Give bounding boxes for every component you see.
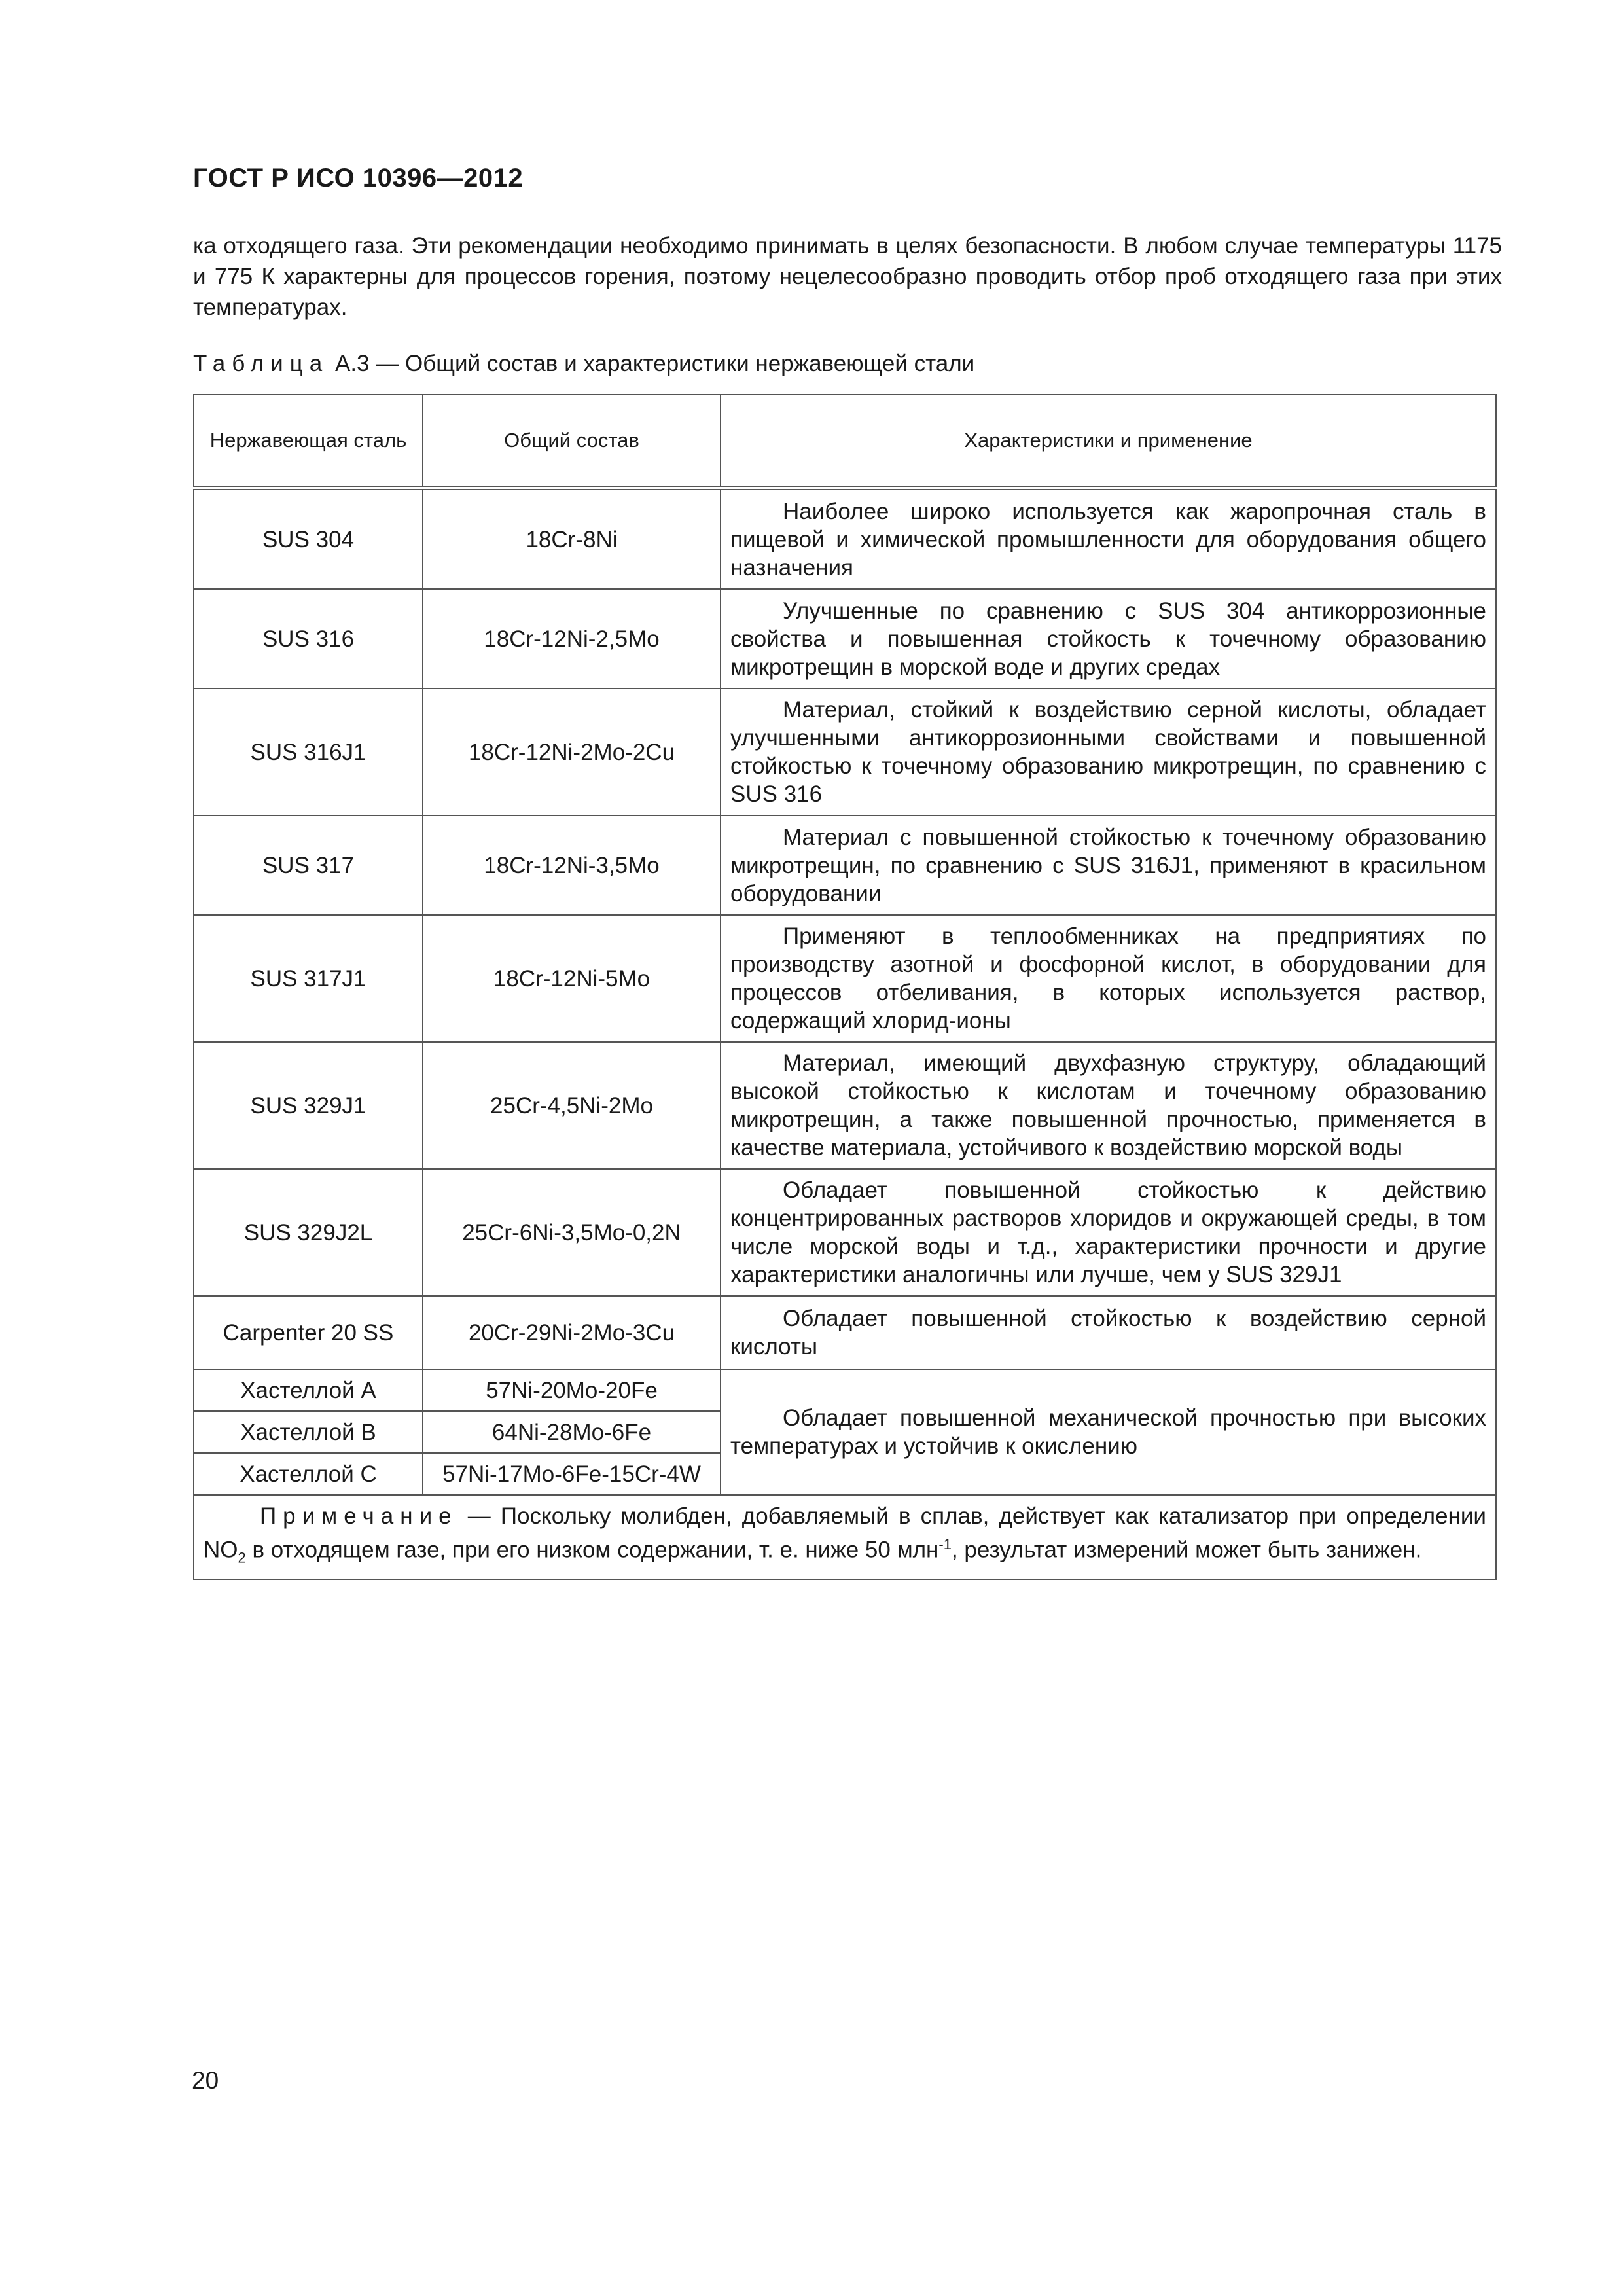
table-row xyxy=(194,915,1496,1042)
steel-cell: Carpenter 20 SS xyxy=(194,1296,423,1369)
composition-cell: 18Cr-8Ni xyxy=(423,488,721,590)
page-number: 20 xyxy=(192,2067,219,2094)
composition-cell: 18Cr-12Ni-3,5Mo xyxy=(423,816,721,915)
steel-cell: Хастеллой В xyxy=(194,1411,423,1453)
composition-cell: 25Cr-4,5Ni-2Mo xyxy=(423,1042,721,1169)
table-row xyxy=(194,1369,1496,1411)
composition-cell: 57Ni-20Mo-20Fe xyxy=(423,1369,721,1411)
table-row xyxy=(194,816,1496,915)
note-subscript: 2 xyxy=(238,1549,246,1566)
steel-cell: SUS 316J1 xyxy=(194,689,423,816)
description-cell: Улучшенные по сравнению с SUS 304 антикоррозионные свойства и повышенная стойкость к точечному образованию микротрещин в морской воде и других средах xyxy=(721,589,1496,689)
note-superscript: -1 xyxy=(938,1536,952,1552)
composition-cell: 57Ni-17Mo-6Fe-15Cr-4W xyxy=(423,1453,721,1495)
description-cell: Материал, имеющий двухфазную структуру, обладающий высокой стойкостью к кислотам и точечному образованию микротрещин, а также повышенной прочностью, применяется в качестве материала, устойчивого к воздействию морской воды xyxy=(721,1042,1496,1169)
description-cell: Материал с повышенной стойкостью к точечному образованию микротрещин, по сравнению с SUS 316J1, применяют в красильном оборудовании xyxy=(721,816,1496,915)
table-row xyxy=(194,488,1496,590)
composition-cell: 64Ni-28Mo-6Fe xyxy=(423,1411,721,1453)
table-row xyxy=(194,1296,1496,1369)
table-row xyxy=(194,689,1496,816)
steel-cell: SUS 329J2L xyxy=(194,1169,423,1296)
table-row xyxy=(194,1042,1496,1169)
note-label: Примечание xyxy=(260,1503,458,1529)
steel-cell: Хастеллой С xyxy=(194,1453,423,1495)
composition-cell: 18Cr-12Ni-5Mo xyxy=(423,915,721,1042)
composition-cell: 20Cr-29Ni-2Mo-3Cu xyxy=(423,1296,721,1369)
description-cell: Обладает повышенной стойкостью к действию концентрированных растворов хлоридов и окружающей среды, в том числе морской воды и т.д., характеристики прочности и другие характеристики аналогичны или лучше, чем у SUS 329J1 xyxy=(721,1169,1496,1296)
note-text-3: , результат измерений может быть занижен. xyxy=(951,1537,1422,1563)
header-composition: Общий состав xyxy=(423,395,721,488)
table-header-row xyxy=(194,395,1496,488)
table-note xyxy=(194,1495,1496,1579)
intro-paragraph: ка отходящего газа. Эти рекомендации необходимо принимать в целях безопасности. В любом случае температуры 1175 и 775 К характерны для процессов горения, поэтому нецелесообразно проводить отбор проб отходящего газа при этих температурах. xyxy=(193,233,1502,320)
description-cell: Применяют в теплообменниках на предприятиях по производству азотной и фосфорной кислот, в оборудовании для процессов отбеливания, в которых используется раствор, содержащий хлорид-ионы xyxy=(721,915,1496,1042)
steel-cell: SUS 317 xyxy=(194,816,423,915)
steel-cell: SUS 317J1 xyxy=(194,915,423,1042)
table-row xyxy=(194,1169,1496,1296)
document-header: ГОСТ Р ИСО 10396—2012 xyxy=(193,164,524,192)
table-caption xyxy=(193,351,974,377)
hastelloy-description-cell: Обладает повышенной механической прочностью при высоких температурах и устойчив к окислению xyxy=(721,1369,1496,1495)
composition-cell: 25Cr-6Ni-3,5Mo-0,2N xyxy=(423,1169,721,1296)
steel-cell: SUS 304 xyxy=(194,488,423,590)
note-text-2: в отходящем газе, при его низком содержании, т. е. ниже 50 млн xyxy=(245,1537,939,1563)
table-caption-text: А.3 — Общий состав и характеристики нержавеющей стали xyxy=(334,351,975,376)
table-caption-prefix: Таблица xyxy=(193,351,329,376)
header-steel: Нержавеющая сталь xyxy=(194,395,423,488)
composition-cell: 18Cr-12Ni-2Mo-2Cu xyxy=(423,689,721,816)
note-text-1: — Поскольку молибден, добавляемый в сплав, действует как катализатор при определении NO xyxy=(204,1503,1486,1563)
steel-cell: Хастеллой А xyxy=(194,1369,423,1411)
description-cell: Материал, стойкий к воздействию серной кислоты, обладает улучшенными антикоррозионными свойствами и повышенной стойкостью к точечному образованию микротрещин, по сравнению с SUS 316 xyxy=(721,689,1496,816)
steel-cell: SUS 329J1 xyxy=(194,1042,423,1169)
description-cell: Наиболее широко используется как жаропрочная сталь в пищевой и химической промышленности для оборудования общего назначения xyxy=(721,488,1496,590)
description-cell: Обладает повышенной стойкостью к воздействию серной кислоты xyxy=(721,1296,1496,1369)
header-characteristics: Характеристики и применение xyxy=(721,395,1496,488)
composition-cell: 18Cr-12Ni-2,5Mo xyxy=(423,589,721,689)
steel-cell: SUS 316 xyxy=(194,589,423,689)
steel-table xyxy=(193,394,1497,1580)
table-note-row xyxy=(194,1495,1496,1579)
table-row xyxy=(194,589,1496,689)
